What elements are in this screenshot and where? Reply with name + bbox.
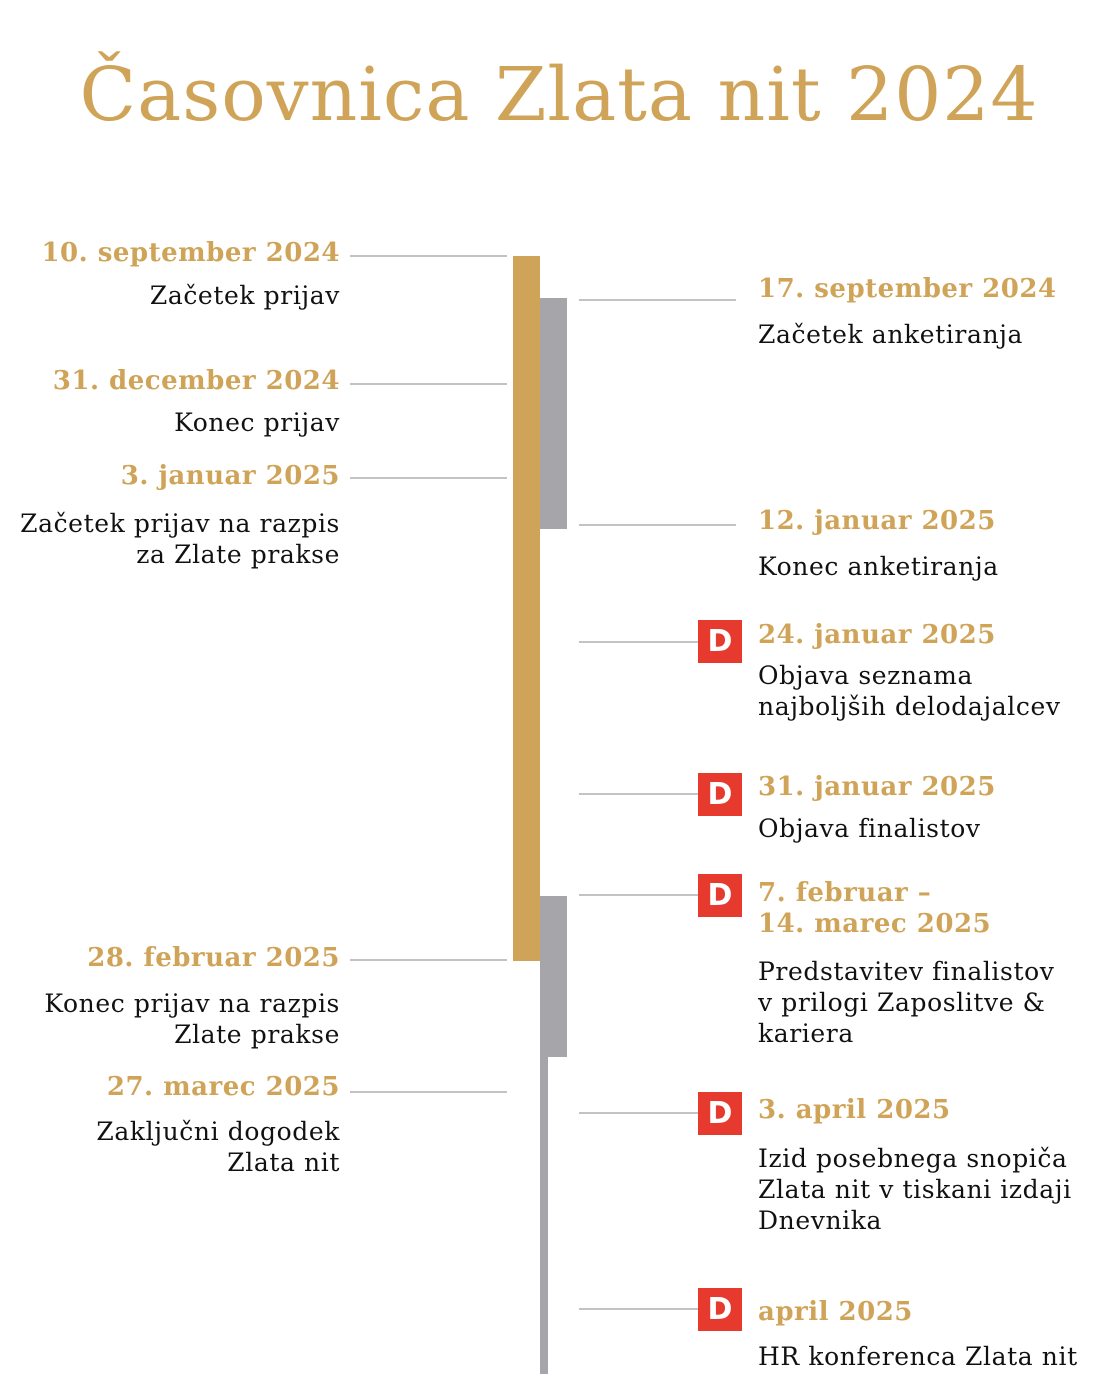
event-date: 3. april 2025 (758, 1095, 951, 1125)
dnevnik-logo-icon: D (698, 874, 742, 917)
event-label: Začetek prijav na razpis za Zlate prakse (20, 509, 340, 569)
event-label: Izid posebnega snopiča Zlata nit v tiskani izdaji Dnevnika (758, 1144, 1072, 1235)
event-label: HR konferenca Zlata nit (758, 1342, 1078, 1371)
left-connector (350, 255, 507, 257)
event-date: 7. februar – 14. marec 2025 (758, 878, 992, 939)
survey-period-bar (540, 298, 567, 529)
right-connector (579, 1112, 699, 1114)
event-date: 28. februar 2025 (87, 943, 340, 973)
event-date: 17. september 2024 (758, 274, 1057, 304)
left-connector (350, 1091, 507, 1093)
event-label: Konec anketiranja (758, 552, 999, 581)
event-label: Začetek prijav (149, 281, 340, 310)
event-date: 31. januar 2025 (758, 772, 996, 802)
event-date: april 2025 (758, 1297, 913, 1327)
left-connector (350, 383, 507, 385)
event-label: Konec prijav na razpis Zlate prakse (44, 989, 340, 1049)
event-date: 3. januar 2025 (120, 461, 340, 491)
registration-period-bar (513, 256, 540, 961)
event-date: 12. januar 2025 (758, 506, 996, 536)
right-connector (579, 793, 699, 795)
event-label: Objava seznama najboljših delodajalcev (758, 661, 1061, 721)
dnevnik-logo-icon: D (698, 1288, 742, 1331)
event-date: 31. december 2024 (52, 366, 340, 396)
right-connector (579, 1308, 699, 1310)
right-connector (579, 641, 699, 643)
finalists-period-bar (540, 896, 567, 1057)
dnevnik-logo-icon: D (698, 620, 742, 663)
left-connector (350, 959, 507, 961)
event-date: 24. januar 2025 (758, 620, 996, 650)
event-label: Predstavitev finalistov v prilogi Zaposlitve & kariera (758, 957, 1055, 1048)
event-label: Začetek anketiranja (758, 320, 1024, 349)
event-label: Konec prijav (174, 408, 340, 437)
dnevnik-logo-icon: D (698, 773, 742, 816)
timeline-axis-line (540, 1057, 548, 1374)
event-date: 10. september 2024 (41, 238, 340, 268)
left-connector (350, 477, 507, 479)
right-connector (579, 524, 736, 526)
right-connector (579, 299, 736, 301)
dnevnik-logo-icon: D (698, 1092, 742, 1135)
page-title: Časovnica Zlata nit 2024 (79, 52, 1039, 138)
event-label: Zaključni dogodek Zlata nit (96, 1117, 340, 1177)
event-date: 27. marec 2025 (106, 1072, 340, 1102)
right-connector (579, 894, 699, 896)
event-label: Objava finalistov (758, 814, 981, 843)
